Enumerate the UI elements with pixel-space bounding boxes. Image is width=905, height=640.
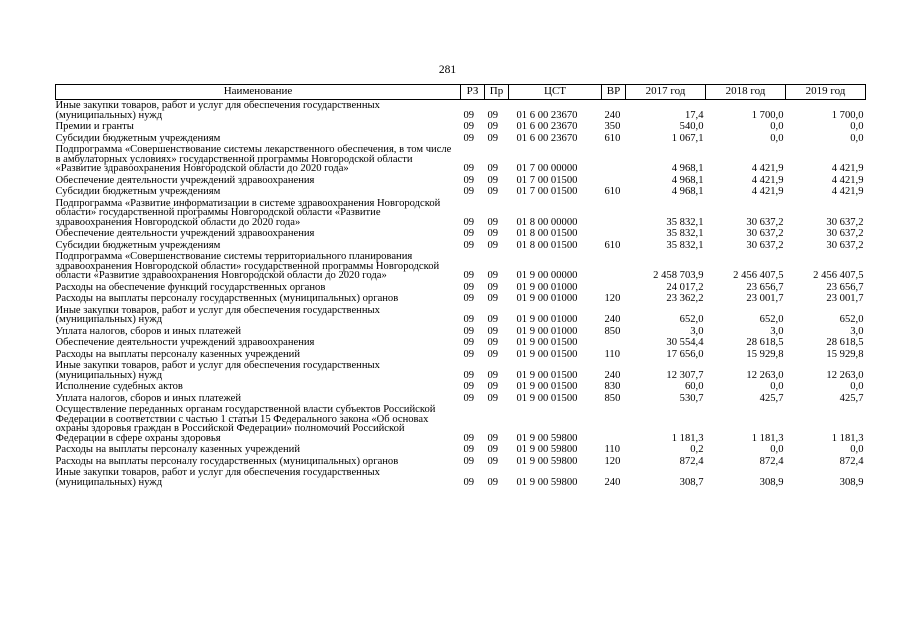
cell-vr: 610	[604, 186, 621, 197]
cell-2018: 1 181,3	[751, 432, 784, 444]
cell-rz: 09	[463, 432, 475, 444]
cell-rz: 09	[463, 216, 475, 228]
cell-rz: 09	[463, 392, 475, 404]
cell-pr: 09	[487, 132, 499, 144]
cell-2018: 4 421,9	[751, 186, 784, 197]
cell-pr: 09	[487, 455, 499, 467]
cell-2018: 23 001,7	[746, 293, 784, 304]
cell-name: Уплата налогов, сборов и иных платежей	[55, 325, 242, 337]
cell-cst: 01 9 00 01000	[516, 314, 578, 325]
header-2019: 2019 год	[786, 85, 866, 100]
cell-name: Субсидии бюджетным учреждениям	[55, 239, 221, 251]
cell-vr: 240	[604, 476, 621, 488]
budget-table	[55, 84, 866, 488]
cell-2019: 308,9	[839, 476, 864, 488]
cell-cst: 01 6 00 23670	[516, 109, 578, 121]
cell-rz: 09	[463, 109, 475, 121]
cell-name: Иные закупки товаров, работ и услуг для обеспечения государственных (муниципальных) нужд	[55, 304, 380, 325]
cell-pr: 09	[487, 281, 499, 293]
cell-2019: 15 929,8	[826, 348, 864, 360]
cell-rz: 09	[463, 455, 475, 467]
cell-name: Субсидии бюджетным учреждениям	[55, 186, 221, 197]
cell-2017: 12 307,7	[666, 369, 704, 381]
cell-2018: 3,0	[770, 325, 784, 337]
cell-name: Расходы на обеспечение функций государственных органов	[55, 281, 326, 293]
cell-rz: 09	[463, 163, 475, 174]
cell-pr: 09	[487, 163, 499, 174]
table-row	[56, 251, 866, 282]
header-rz: РЗ	[461, 85, 485, 100]
cell-cst: 01 9 00 59800	[516, 455, 578, 467]
cell-pr: 09	[487, 228, 499, 239]
cell-vr: 120	[604, 293, 621, 304]
cell-name: Расходы на выплаты персоналу казенных учреждений	[55, 348, 300, 360]
cell-2017: 17,4	[684, 109, 704, 121]
cell-pr: 09	[487, 348, 499, 360]
cell-rz: 09	[463, 444, 475, 455]
cell-2019: 4 421,9	[831, 186, 864, 197]
cell-2018: 1 700,0	[751, 109, 784, 121]
cell-vr: 850	[604, 325, 621, 337]
cell-name: Иные закупки товаров, работ и услуг для обеспечения государственных (муниципальных) нужд	[55, 360, 380, 381]
cell-name: Подпрограмма «Развитие информатизации в системе здравоохранения Новгородской области» государственной программы Новгородской области «Развитие здравоохранения Новгородской области до 2020 года»	[55, 197, 441, 228]
cell-name: Осуществление переданных органам государственной власти субъектов Российской Федерации в соответствии с частью 1 статьи 15 Федерального закона «Об основах охраны здоровья граждан в Российской Федерации» полномочий Российской Федерации в сфере охраны здоровья	[55, 404, 436, 444]
cell-pr: 09	[487, 174, 499, 186]
cell-2018: 2 456 407,5	[733, 270, 784, 281]
cell-rz: 09	[463, 476, 475, 488]
cell-name: Расходы на выплаты персоналу казенных учреждений	[55, 444, 300, 455]
cell-2018: 12 263,0	[746, 369, 784, 381]
cell-cst: 01 7 00 01500	[516, 174, 578, 186]
cell-vr: 240	[604, 109, 621, 121]
cell-rz: 09	[463, 381, 475, 392]
cell-cst: 01 9 00 01500	[516, 337, 578, 348]
cell-2017: 4 968,1	[671, 174, 704, 186]
cell-rz: 09	[463, 337, 475, 348]
cell-pr: 09	[487, 270, 499, 281]
cell-cst: 01 9 00 01000	[516, 293, 578, 304]
cell-rz: 09	[463, 314, 475, 325]
cell-2018: 23 656,7	[746, 281, 784, 293]
table-row	[56, 456, 866, 468]
cell-name: Обеспечение деятельности учреждений здравоохранения	[55, 228, 315, 239]
cell-vr	[602, 337, 626, 349]
cell-cst: 01 6 00 23670	[516, 121, 578, 132]
cell-cst: 01 9 00 01500	[516, 369, 578, 381]
cell-cst: 01 9 00 00000	[516, 270, 578, 281]
header-name: Наименование	[56, 85, 461, 100]
cell-2019: 425,7	[839, 392, 864, 404]
cell-2017: 308,7	[679, 476, 704, 488]
cell-2017: 60,0	[684, 381, 704, 392]
cell-2019: 28 618,5	[826, 337, 864, 348]
cell-vr	[602, 251, 626, 282]
cell-vr: 240	[604, 369, 621, 381]
cell-2018: 652,0	[759, 314, 784, 325]
cell-2018: 0,0	[770, 381, 784, 392]
cell-2019: 652,0	[839, 314, 864, 325]
header-2018: 2018 год	[706, 85, 786, 100]
cell-vr: 120	[604, 455, 621, 467]
table-row	[56, 305, 866, 326]
cell-cst: 01 9 00 01500	[516, 392, 578, 404]
cell-2017: 24 017,2	[666, 281, 704, 293]
cell-pr: 09	[487, 121, 499, 132]
cell-2017: 2 458 703,9	[653, 270, 704, 281]
table-row	[56, 228, 866, 240]
cell-2017: 530,7	[679, 392, 704, 404]
cell-2019: 1 700,0	[831, 109, 864, 121]
cell-2017: 3,0	[690, 325, 704, 337]
page-number	[0, 64, 905, 76]
table-body	[56, 100, 866, 489]
cell-pr: 09	[487, 369, 499, 381]
table-header	[56, 85, 866, 100]
cell-vr: 350	[604, 121, 621, 132]
cell-cst: 01 7 00 00000	[516, 163, 578, 174]
cell-2017: 17 656,0	[666, 348, 704, 360]
table-row	[56, 293, 866, 305]
cell-2019: 0,0	[850, 132, 864, 144]
cell-2019: 872,4	[839, 455, 864, 467]
cell-2019: 1 181,3	[831, 432, 864, 444]
cell-vr	[602, 404, 626, 444]
cell-2017: 1 067,1	[671, 132, 704, 144]
cell-2018: 4 421,9	[751, 174, 784, 186]
table-row	[56, 198, 866, 229]
cell-name: Расходы на выплаты персоналу государственных (муниципальных) органов	[55, 293, 399, 304]
cell-name: Исполнение судебных актов	[55, 381, 183, 392]
page-number-text: 281	[438, 64, 457, 76]
cell-name: Уплата налогов, сборов и иных платежей	[55, 392, 242, 404]
cell-cst: 01 8 00 00000	[516, 216, 578, 228]
cell-rz: 09	[463, 281, 475, 293]
cell-rz: 09	[463, 174, 475, 186]
cell-name: Иные закупки товаров, работ и услуг для обеспечения государственных (муниципальных) нужд	[55, 467, 380, 488]
cell-rz: 09	[463, 239, 475, 251]
header-row	[56, 85, 866, 100]
cell-vr	[602, 282, 626, 294]
cell-2017: 23 362,2	[666, 293, 704, 304]
cell-name: Иные закупки товаров, работ и услуг для обеспечения государственных (муниципальных) нужд	[55, 100, 380, 121]
cell-rz: 09	[463, 348, 475, 360]
cell-2019: 23 656,7	[826, 281, 864, 293]
table-row	[56, 349, 866, 361]
cell-2018: 0,0	[770, 444, 784, 455]
cell-2018: 4 421,9	[751, 163, 784, 174]
table-row	[56, 393, 866, 405]
cell-pr: 09	[487, 476, 499, 488]
cell-2019: 30 637,2	[826, 239, 864, 251]
cell-cst: 01 9 00 59800	[516, 432, 578, 444]
cell-cst: 01 9 00 01000	[516, 325, 578, 337]
cell-cst: 01 9 00 59800	[516, 476, 578, 488]
cell-2018: 0,0	[770, 121, 784, 132]
header-2017: 2017 год	[626, 85, 706, 100]
cell-name: Расходы на выплаты персоналу государственных (муниципальных) органов	[55, 455, 399, 467]
cell-pr: 09	[487, 314, 499, 325]
cell-name: Субсидии бюджетным учреждениям	[55, 132, 221, 144]
table-row	[56, 360, 866, 381]
cell-2017: 652,0	[679, 314, 704, 325]
cell-name: Подпрограмма «Совершенствование системы лекарственного обеспечения, в том числе в амбулаторных условиях» государственной программы Новгородской области «Развитие здравоохранения Новгородской области до 2020 года»	[55, 144, 452, 174]
cell-2018: 15 929,8	[746, 348, 784, 360]
table-row	[56, 282, 866, 294]
cell-vr: 110	[604, 444, 620, 455]
cell-2018: 28 618,5	[746, 337, 784, 348]
table-row	[56, 381, 866, 393]
cell-2017: 872,4	[679, 455, 704, 467]
cell-pr: 09	[487, 216, 499, 228]
cell-2019: 30 637,2	[826, 216, 864, 228]
cell-pr: 09	[487, 109, 499, 121]
cell-rz: 09	[463, 121, 475, 132]
cell-2017: 4 968,1	[671, 186, 704, 197]
table-row	[56, 175, 866, 187]
table-row	[56, 186, 866, 198]
table-row	[56, 144, 866, 175]
cell-vr: 240	[604, 314, 621, 325]
table-row	[56, 326, 866, 338]
cell-cst: 01 9 00 59800	[516, 444, 578, 455]
cell-vr	[602, 175, 626, 187]
cell-vr: 110	[604, 348, 620, 360]
cell-cst: 01 8 00 01500	[516, 239, 578, 251]
cell-2017: 35 832,1	[666, 216, 704, 228]
cell-name: Обеспечение деятельности учреждений здравоохранения	[55, 337, 315, 348]
cell-2019: 12 263,0	[826, 369, 864, 381]
cell-2019: 0,0	[850, 121, 864, 132]
cell-2019: 0,0	[850, 381, 864, 392]
cell-2019: 3,0	[850, 325, 864, 337]
cell-vr: 830	[604, 381, 621, 392]
cell-name: Премии и гранты	[55, 121, 134, 132]
header-vr: ВР	[602, 85, 626, 100]
cell-vr: 610	[604, 239, 621, 251]
cell-vr	[602, 144, 626, 175]
cell-vr: 610	[604, 132, 621, 144]
header-cst: ЦСТ	[509, 85, 602, 100]
cell-2018: 30 637,2	[746, 228, 784, 239]
table-row	[56, 133, 866, 145]
cell-2019: 4 421,9	[831, 174, 864, 186]
cell-2017: 30 554,4	[666, 337, 704, 348]
cell-2018: 308,9	[759, 476, 784, 488]
cell-pr: 09	[487, 444, 499, 455]
cell-rz: 09	[463, 228, 475, 239]
cell-pr: 09	[487, 239, 499, 251]
cell-rz: 09	[463, 186, 475, 197]
cell-rz: 09	[463, 325, 475, 337]
table-row	[56, 337, 866, 349]
cell-2017: 1 181,3	[671, 432, 704, 444]
cell-cst: 01 9 00 01500	[516, 348, 578, 360]
table-row	[56, 444, 866, 456]
cell-rz: 09	[463, 293, 475, 304]
cell-pr: 09	[487, 293, 499, 304]
cell-2017: 35 832,1	[666, 228, 704, 239]
cell-2018: 30 637,2	[746, 239, 784, 251]
cell-pr: 09	[487, 381, 499, 392]
table-row	[56, 404, 866, 444]
table-row	[56, 467, 866, 488]
cell-2019: 2 456 407,5	[813, 270, 864, 281]
cell-rz: 09	[463, 369, 475, 381]
cell-cst: 01 9 00 01000	[516, 281, 578, 293]
cell-vr	[602, 198, 626, 229]
cell-pr: 09	[487, 186, 499, 197]
cell-pr: 09	[487, 337, 499, 348]
cell-cst: 01 7 00 01500	[516, 186, 578, 197]
cell-2019: 30 637,2	[826, 228, 864, 239]
cell-cst: 01 8 00 01500	[516, 228, 578, 239]
cell-rz: 09	[463, 132, 475, 144]
cell-2019: 0,0	[850, 444, 864, 455]
cell-2017: 35 832,1	[666, 239, 704, 251]
cell-2019: 23 001,7	[826, 293, 864, 304]
table-row	[56, 100, 866, 122]
cell-vr: 850	[604, 392, 621, 404]
cell-name: Подпрограмма «Совершенствование системы территориального планирования здравоохранения Новгородской области» государственной программы Новгородской области «Развитие здравоохранения Новгородской области до 2020 года»	[55, 251, 440, 281]
cell-cst: 01 6 00 23670	[516, 132, 578, 144]
cell-pr: 09	[487, 325, 499, 337]
cell-pr: 09	[487, 432, 499, 444]
cell-rz: 09	[463, 270, 475, 281]
cell-pr: 09	[487, 392, 499, 404]
cell-2018: 872,4	[759, 455, 784, 467]
cell-2019: 4 421,9	[831, 163, 864, 174]
cell-2018: 0,0	[770, 132, 784, 144]
cell-name: Обеспечение деятельности учреждений здравоохранения	[55, 174, 315, 186]
cell-2018: 30 637,2	[746, 216, 784, 228]
cell-2018: 425,7	[759, 392, 784, 404]
cell-2017: 4 968,1	[671, 163, 704, 174]
table-row	[56, 121, 866, 133]
cell-vr	[602, 228, 626, 240]
cell-cst: 01 9 00 01500	[516, 381, 578, 392]
cell-2017: 540,0	[679, 121, 704, 132]
header-pr: Пр	[485, 85, 509, 100]
cell-2017: 0,2	[690, 444, 704, 455]
table-row	[56, 240, 866, 252]
